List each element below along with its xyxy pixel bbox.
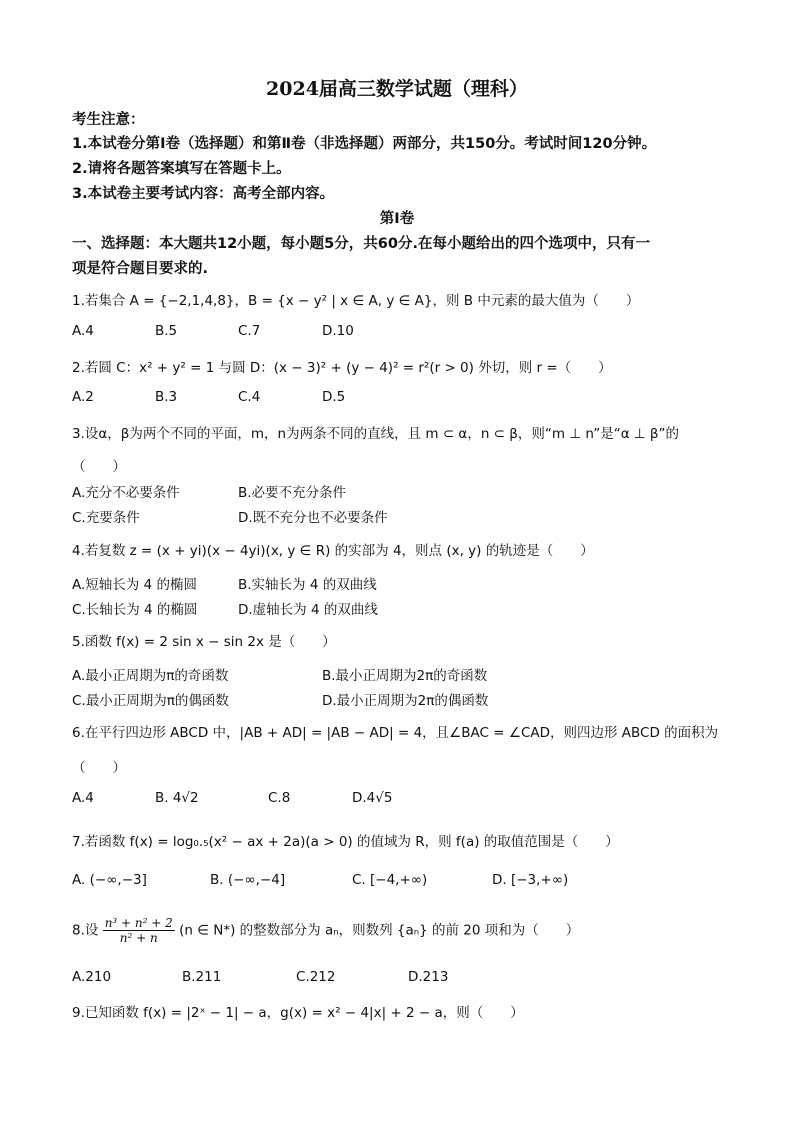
notice-item: 3.本试卷主要考试内容：高考全部内容。 <box>72 186 335 202</box>
section-intro: 一、选择题：本大题共12小题，每小题5分，共60分.在每小题给出的四个选项中，只有一 <box>72 236 650 252</box>
question-8-option-b: B.211 <box>182 969 222 985</box>
question-5-option-d: D.最小正周期为2π的偶函数 <box>322 693 489 709</box>
question-7-option-b: B. (−∞,−4] <box>210 872 286 888</box>
fraction-denominator: n² + n <box>119 931 158 945</box>
question-5-option-b: B.最小正周期为2π的奇函数 <box>322 668 488 684</box>
question-4-option-b: B.实轴长为 4 的双曲线 <box>238 577 377 593</box>
question-1-option-a: A.4 <box>72 323 94 339</box>
question-3-stem-cont: （ ） <box>72 459 126 475</box>
question-4-stem: 4.若复数 z = (x + yi)(x − 4yi)(x, y ∈ R) 的实部为 4，则点 (x, y) 的轨迹是（ ） <box>72 543 594 559</box>
question-8-option-d: D.213 <box>408 969 449 985</box>
question-4-option-d: D.虚轴长为 4 的双曲线 <box>238 602 378 618</box>
question-5-stem: 5.函数 f(x) = 2 sin x − sin 2x 是（ ） <box>72 634 336 650</box>
question-1-option-d: D.10 <box>322 323 354 339</box>
question-7-option-c: C. [−4,+∞) <box>352 872 428 888</box>
question-3-option-a: A.充分不必要条件 <box>72 485 180 501</box>
question-8-suffix: (n ∈ N*) 的整数部分为 aₙ，则数列 {aₙ} 的前 20 项和为（ ） <box>179 922 580 939</box>
question-3-option-c: C.充要条件 <box>72 510 140 526</box>
question-1-option-c: C.7 <box>238 323 261 339</box>
question-7-option-d: D. [−3,+∞) <box>492 872 569 888</box>
question-6-stem: 6.在平行四边形 ABCD 中，|AB + AD| = |AB − AD| = 4，且∠BAC = ∠CAD，则四边形 ABCD 的面积为 <box>72 725 719 741</box>
question-4-option-c: C.长轴长为 4 的椭圆 <box>72 602 198 618</box>
question-2-option-b: B.3 <box>155 389 178 405</box>
question-9-stem: 9.已知函数 f(x) = |2ˣ − 1| − a，g(x) = x² − 4|x| + 2 − a，则（ ） <box>72 1005 524 1021</box>
question-8-stem <box>72 916 579 945</box>
question-7-stem: 7.若函数 f(x) = log₀.₅(x² − ax + 2a)(a > 0) 的值域为 R，则 f(a) 的取值范围是（ ） <box>72 834 619 850</box>
question-2-option-a: A.2 <box>72 389 94 405</box>
question-1-stem: 1.若集合 A = {−2,1,4,8}，B = {x − y² | x ∈ A, y ∈ A}，则 B 中元素的最大值为（ ） <box>72 293 640 309</box>
question-4-option-a: A.短轴长为 4 的椭圆 <box>72 577 197 593</box>
page-title: 2024届高三数学试题（理科） <box>266 78 528 100</box>
question-7-option-a: A. (−∞,−3] <box>72 872 147 888</box>
question-6-option-d: D.4√5 <box>352 790 393 806</box>
fraction-numerator: n³ + n² + 2 <box>104 916 173 930</box>
question-3-option-d: D.既不充分也不必要条件 <box>238 510 388 526</box>
question-6-stem-cont: （ ） <box>72 760 126 776</box>
notice-heading: 考生注意： <box>72 112 145 128</box>
question-2-stem: 2.若圆 C：x² + y² = 1 与圆 D：(x − 3)² + (y − 4)² = r²(r > 0) 外切，则 r =（ ） <box>72 360 612 376</box>
question-2-option-d: D.5 <box>322 389 346 405</box>
question-3-option-b: B.必要不充分条件 <box>238 485 347 501</box>
question-2-option-c: C.4 <box>238 389 261 405</box>
section-intro: 项是符合题目要求的. <box>72 261 209 277</box>
question-1-option-b: B.5 <box>155 323 178 339</box>
section-title: 第Ⅰ卷 <box>379 211 415 227</box>
question-3-stem: 3.设α，β为两个不同的平面，m，n为两条不同的直线，且 m ⊂ α，n ⊂ β，则“m ⊥ n”是“α ⊥ β”的 <box>72 426 680 442</box>
question-8-option-c: C.212 <box>296 969 336 985</box>
question-6-option-b: B. 4√2 <box>155 790 199 806</box>
question-8-option-a: A.210 <box>72 969 112 985</box>
question-5-option-a: A.最小正周期为π的奇函数 <box>72 668 229 684</box>
question-8-fraction <box>103 916 175 945</box>
notice-item: 2.请将各题答案填写在答题卡上。 <box>72 161 291 177</box>
question-6-option-c: C.8 <box>268 790 291 806</box>
question-6-option-a: A.4 <box>72 790 94 806</box>
question-5-option-c: C.最小正周期为π的偶函数 <box>72 693 229 709</box>
notice-item: 1.本试卷分第Ⅰ卷（选择题）和第Ⅱ卷（非选择题）两部分，共150分。考试时间120分钟。 <box>72 136 657 152</box>
question-8-prefix: 8.设 <box>72 922 99 939</box>
